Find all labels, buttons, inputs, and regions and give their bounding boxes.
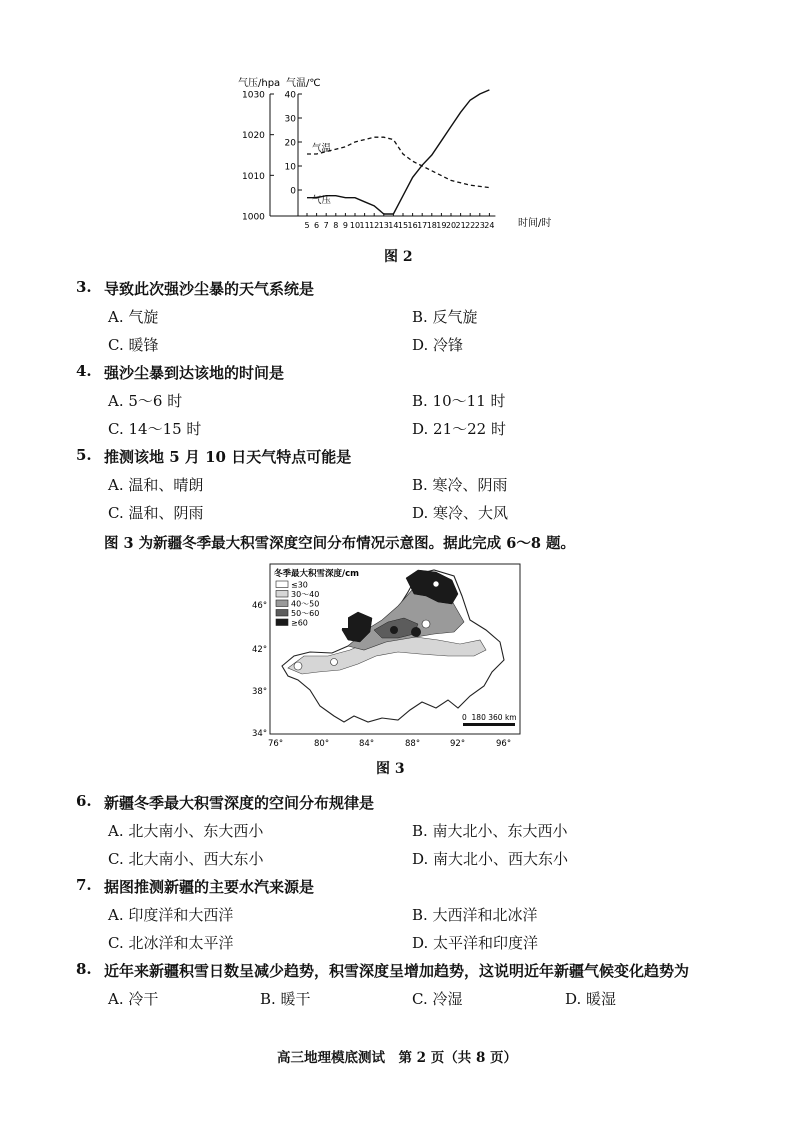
scale-bar — [463, 723, 515, 726]
legend-swatch — [276, 619, 288, 626]
legend-title: 冬季最大积雪深度/cm — [274, 569, 360, 579]
hour-tick-label: 15 — [397, 221, 409, 230]
question-6-option-c: C. 北大南小、西大东小 — [108, 850, 264, 868]
hour-tick-label: 21 — [455, 221, 466, 230]
question-7-number: 7. — [76, 876, 92, 894]
question-3-option-a: A. 气旋 — [108, 308, 159, 326]
question-7-text: 据图推测新疆的主要水汽来源是 — [104, 878, 315, 896]
lon-label-92: 92° — [450, 739, 466, 749]
snow-zone-60-spot — [390, 626, 398, 634]
lat-label-34: 34° — [252, 729, 268, 739]
lon-label-80: 80° — [314, 739, 330, 749]
map-basin-marker — [331, 659, 338, 666]
page-footer: 高三地理模底测试 第 2 页（共 8 页） — [276, 1050, 518, 1066]
snow-zone-60-spot — [411, 627, 421, 637]
pressure-tick-label: 1020 — [242, 131, 265, 142]
question-6-option-a: A. 北大南小、东大西小 — [108, 822, 264, 840]
question-8-option-a: A. 冷干 — [108, 990, 159, 1008]
question-7-option-a: A. 印度洋和大西洋 — [108, 906, 234, 924]
legend-swatch — [276, 581, 288, 588]
hour-tick-label: 13 — [378, 221, 389, 230]
lat-label-46: 46° — [252, 601, 268, 611]
question-5-option-b: B. 寒冷、阴雨 — [412, 476, 508, 494]
temp-tick-label: 10 — [284, 162, 296, 173]
scale-label: 0 180 360 km — [462, 713, 517, 722]
temp-tick-label: 40 — [284, 90, 296, 101]
lat-label-42: 42° — [252, 645, 268, 655]
hour-tick-label: 17 — [417, 221, 428, 230]
hour-tick-label: 18 — [426, 221, 437, 230]
pressure-tick-label: 1000 — [242, 212, 265, 223]
temp-tick-label: 20 — [284, 138, 296, 149]
pressure-tick-label: 1030 — [242, 90, 265, 101]
pressure-tick-label: 1010 — [242, 171, 265, 182]
legend-swatch — [276, 600, 288, 607]
question-5-option-c: C. 温和、阴雨 — [108, 504, 204, 522]
question-6-text: 新疆冬季最大积雪深度的空间分布规律是 — [104, 794, 375, 812]
hour-tick-label: 20 — [445, 221, 457, 230]
question-5-number: 5. — [76, 446, 92, 464]
question-8-number: 8. — [76, 960, 92, 978]
hour-tick-label: 10 — [349, 221, 361, 230]
hour-tick-label: 5 — [304, 221, 310, 230]
legend-label: 30～40 — [291, 590, 320, 599]
hour-tick-label: 11 — [359, 221, 370, 230]
lon-label-84: 84° — [359, 739, 375, 749]
hour-tick-label: 24 — [484, 221, 495, 230]
question-3-option-c: C. 暖锋 — [108, 336, 159, 354]
question-7-option-c: C. 北冰洋和太平洋 — [108, 934, 234, 952]
question-4-text: 强沙尘暴到达该地的时间是 — [104, 364, 285, 382]
lon-label-88: 88° — [405, 739, 421, 749]
temp-series-label: 气温 — [312, 143, 332, 154]
question-4-option-c: C. 14～15 时 — [108, 420, 202, 438]
question-7-option-b: B. 大西洋和北冰洋 — [412, 906, 538, 924]
map-basin-marker — [433, 581, 439, 587]
map-basin-marker — [294, 662, 302, 670]
question-5-option-d: D. 寒冷、大风 — [412, 504, 509, 522]
question-6-option-d: D. 南大北小、西大东小 — [412, 850, 569, 868]
legend-swatch — [276, 591, 288, 598]
question-8-option-c: C. 冷湿 — [412, 990, 463, 1008]
question-5-text: 推测该地 5 月 10 日天气特点可能是 — [104, 448, 352, 466]
question-6-option-b: B. 南大北小、东大西小 — [412, 822, 568, 840]
hour-tick-label: 19 — [436, 221, 447, 230]
temp-tick-label: 30 — [284, 114, 296, 125]
figure3-caption: 图 3 — [376, 761, 405, 777]
hour-tick-label: 14 — [388, 221, 399, 230]
lat-label-38: 38° — [252, 687, 268, 697]
legend-swatch — [276, 610, 288, 617]
question-6-number: 6. — [76, 792, 92, 810]
question-4-number: 4. — [76, 362, 92, 380]
hour-tick-label: 6 — [314, 221, 320, 230]
figure3-intro: 图 3 为新疆冬季最大积雪深度空间分布情况示意图。据此完成 6～8 题。 — [104, 535, 575, 552]
question-4-option-a: A. 5～6 时 — [108, 392, 183, 410]
figure3-map — [248, 560, 538, 750]
question-8-option-d: D. 暖湿 — [565, 990, 617, 1008]
hour-tick-label: 12 — [369, 221, 380, 230]
y1-axis-title: 气压/hpa — [238, 78, 281, 89]
figure2-chart — [230, 72, 570, 242]
legend-label: 50～60 — [291, 609, 320, 618]
map-basin-marker — [422, 620, 430, 628]
question-4-option-b: B. 10～11 时 — [412, 392, 506, 410]
hour-tick-label: 23 — [474, 221, 485, 230]
legend-label: 40～50 — [291, 599, 320, 609]
question-8-option-b: B. 暖干 — [260, 990, 311, 1008]
pressure-line — [307, 90, 489, 214]
question-3-option-d: D. 冷锋 — [412, 336, 464, 354]
x-axis-title: 时间/时 — [518, 218, 552, 229]
question-5-option-a: A. 温和、晴朗 — [108, 476, 204, 494]
temp-tick-label: 0 — [290, 186, 296, 197]
y2-axis-title: 气温/℃ — [286, 78, 321, 89]
question-4-option-d: D. 21～22 时 — [412, 420, 506, 438]
hour-tick-label: 9 — [342, 221, 348, 230]
lon-label-76: 76° — [268, 739, 284, 749]
hour-tick-label: 7 — [323, 221, 329, 230]
question-3-number: 3. — [76, 278, 92, 296]
temperature-line — [307, 137, 489, 187]
legend-label: ≥60 — [291, 618, 308, 628]
question-3-text: 导致此次强沙尘暴的天气系统是 — [104, 280, 315, 298]
hour-tick-label: 8 — [333, 221, 339, 230]
figure2-caption: 图 2 — [384, 249, 413, 265]
question-3-option-b: B. 反气旋 — [412, 308, 478, 326]
hour-tick-label: 22 — [465, 221, 476, 230]
hour-tick-label: 16 — [407, 221, 418, 230]
question-8-text: 近年来新疆积雪日数呈减少趋势，积雪深度呈增加趋势，这说明近年新疆气候变化趋势为 — [104, 962, 690, 980]
lon-label-96: 96° — [496, 739, 512, 749]
question-7-option-d: D. 太平洋和印度洋 — [412, 934, 539, 952]
legend-label: ≤30 — [291, 580, 308, 590]
pressure-series-label: 气压 — [312, 195, 332, 206]
